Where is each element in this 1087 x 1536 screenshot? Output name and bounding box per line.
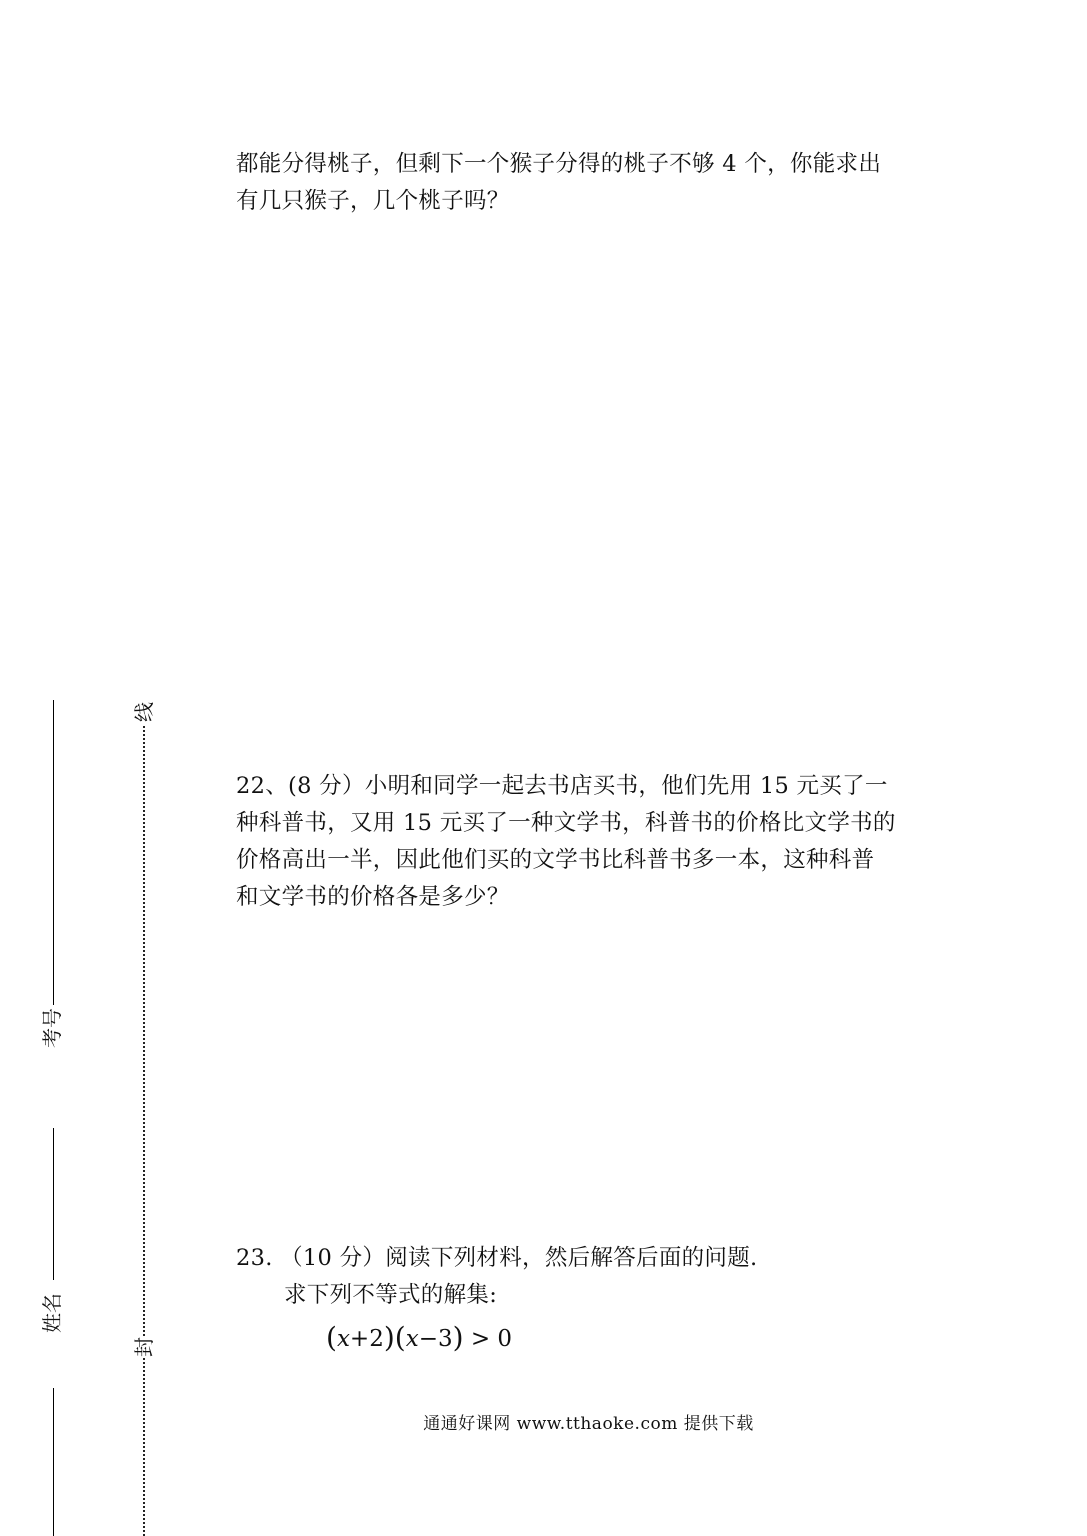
formula-paren: ) xyxy=(452,1321,464,1354)
seal-dotted-line xyxy=(143,726,145,1536)
problem-23-line-2: 求下列不等式的解集: xyxy=(284,1282,498,1308)
problem-22-line-3: 价格高出一半，因此他们买的文学书比科普书多一本，这种科普 xyxy=(236,847,875,873)
formula-paren: ) xyxy=(383,1321,395,1354)
formula-paren: ( xyxy=(326,1321,337,1354)
problem-23-line-1: 23. （10 分）阅读下列材料，然后解答后面的问题. xyxy=(236,1245,758,1271)
formula-rhs: > 0 xyxy=(463,1326,513,1352)
problem-21-line-2: 有几只猴子，几个桃子吗？ xyxy=(236,188,510,214)
problem-21-text xyxy=(236,146,948,220)
xingming-label: 姓名 xyxy=(40,1293,64,1333)
problem-22-text xyxy=(236,768,948,916)
formula-variable: x xyxy=(336,1326,350,1352)
problem-22-line-1: 22、(8 分）小明和同学一起去书店买书，他们先用 15 元买了一 xyxy=(236,773,888,799)
formula-term: +2 xyxy=(349,1326,384,1352)
kaohao-label: 考号 xyxy=(40,1008,64,1048)
formula-term: −3 xyxy=(418,1326,453,1352)
xian-label: 线 xyxy=(132,702,156,722)
xingming-underline xyxy=(53,1128,54,1280)
formula-paren: ( xyxy=(394,1321,406,1354)
problem-22-line-4: 和文学书的价格各是多少？ xyxy=(236,884,510,910)
kaohao-underline xyxy=(53,700,54,1005)
formula-variable: x xyxy=(405,1326,419,1352)
feng-label: 封 xyxy=(132,1337,156,1357)
footer-text: 通通好课网 www.tthaoke.com 提供下载 xyxy=(423,1414,754,1434)
problem-21-line-1: 都能分得桃子，但剩下一个猴子分得的桃子不够 4 个，你能求出 xyxy=(236,151,882,177)
page-footer xyxy=(0,1409,1087,1434)
problem-23-text xyxy=(236,1240,948,1314)
problem-22-line-2: 种科普书，又用 15 元买了一种文学书，科普书的价格比文学书的 xyxy=(236,810,896,836)
inequality-formula xyxy=(326,1320,512,1353)
margin-line-bottom xyxy=(53,1388,54,1536)
